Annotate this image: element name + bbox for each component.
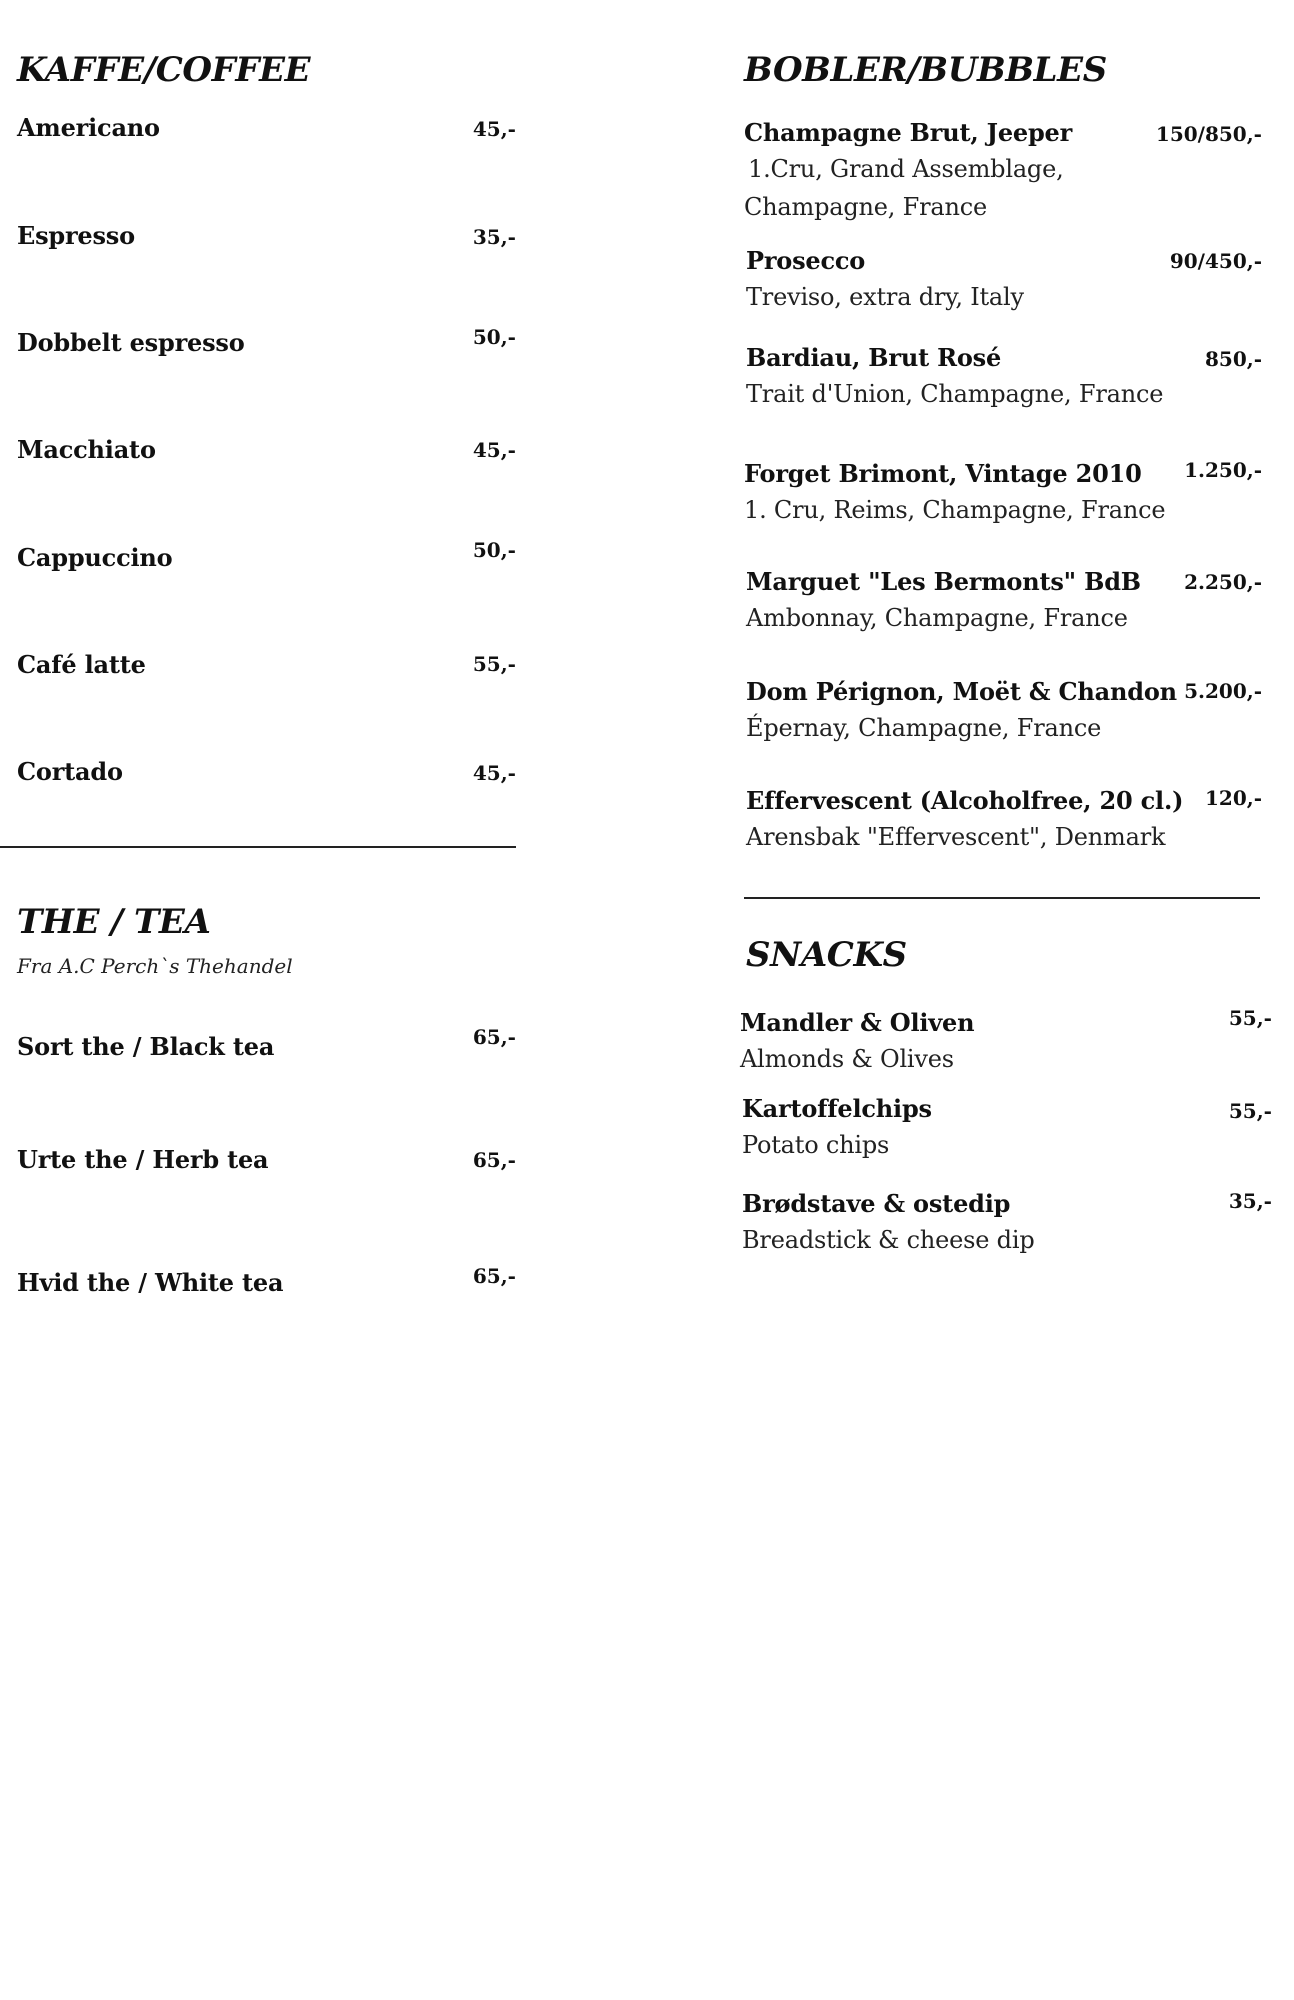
item-name: Americano [17, 113, 160, 142]
item-name: Sort the / Black tea [17, 1032, 275, 1061]
item-name: Marguet "Les Bermonts" BdB [746, 567, 1141, 596]
item-name: Prosecco [746, 246, 866, 275]
coffee-title: KAFFE/COFFEE [17, 50, 311, 90]
item-price: 2.250,- [1184, 570, 1262, 594]
item-price: 55,- [1228, 1006, 1272, 1030]
coffee-divider [0, 846, 516, 848]
item-name: Urte the / Herb tea [17, 1145, 269, 1174]
item-name: Mandler & Oliven [740, 1008, 975, 1037]
item-price: 35,- [1228, 1189, 1272, 1213]
item-description: Arensbak "Effervescent", Denmark [746, 823, 1166, 851]
item-price: 55,- [472, 652, 516, 676]
item-description-line2: Champagne, France [744, 193, 987, 221]
snacks-title: SNACKS [746, 935, 907, 975]
item-price: 45,- [472, 438, 516, 462]
item-name: Forget Brimont, Vintage 2010 [744, 459, 1142, 488]
item-name: Bardiau, Brut Rosé [746, 343, 1002, 372]
item-price: 65,- [472, 1264, 516, 1288]
item-price: 50,- [472, 325, 516, 349]
item-price: 35,- [472, 225, 516, 249]
item-name: Café latte [17, 650, 146, 679]
item-name: Kartoffelchips [742, 1094, 932, 1123]
item-name: Espresso [17, 221, 135, 250]
item-price: 850,- [1204, 347, 1262, 371]
item-price: 90/450,- [1169, 249, 1262, 273]
item-name: Dobbelt espresso [17, 328, 245, 357]
tea-title: THE / TEA [17, 902, 211, 942]
item-description: 1. Cru, Reims, Champagne, France [744, 496, 1166, 524]
item-description: Treviso, extra dry, Italy [746, 283, 1024, 311]
item-name: Cappuccino [17, 543, 173, 572]
item-description: Potato chips [742, 1131, 890, 1159]
item-price: 45,- [472, 117, 516, 141]
item-name: Champagne Brut, Jeeper [744, 118, 1073, 147]
item-name: Effervescent (Alcoholfree, 20 cl.) [746, 786, 1184, 815]
item-price: 5.200,- [1184, 679, 1262, 703]
item-name: Dom Pérignon, Moët & Chandon [746, 677, 1177, 706]
item-price: 65,- [472, 1025, 516, 1049]
item-description: Ambonnay, Champagne, France [746, 604, 1128, 632]
bubbles-divider [744, 897, 1260, 899]
item-name: Hvid the / White tea [17, 1268, 284, 1297]
item-description: Almonds & Olives [740, 1045, 954, 1073]
item-price: 65,- [472, 1148, 516, 1172]
tea-subtitle: Fra A.C Perch`s Thehandel [17, 954, 293, 978]
item-name: Cortado [17, 757, 123, 786]
item-description: Trait d'Union, Champagne, France [746, 380, 1164, 408]
item-price: 45,- [472, 761, 516, 785]
item-name: Brødstave & ostedip [742, 1189, 1011, 1218]
item-price: 150/850,- [1155, 122, 1262, 146]
bubbles-title: BOBLER/BUBBLES [744, 50, 1107, 90]
item-description: Breadstick & cheese dip [742, 1226, 1035, 1254]
item-description: 1.Cru, Grand Assemblage, [748, 155, 1064, 183]
item-price: 1.250,- [1184, 458, 1262, 482]
item-description: Épernay, Champagne, France [746, 714, 1102, 742]
item-price: 50,- [472, 538, 516, 562]
item-price: 120,- [1204, 786, 1262, 810]
item-name: Macchiato [17, 435, 156, 464]
item-price: 55,- [1228, 1099, 1272, 1123]
